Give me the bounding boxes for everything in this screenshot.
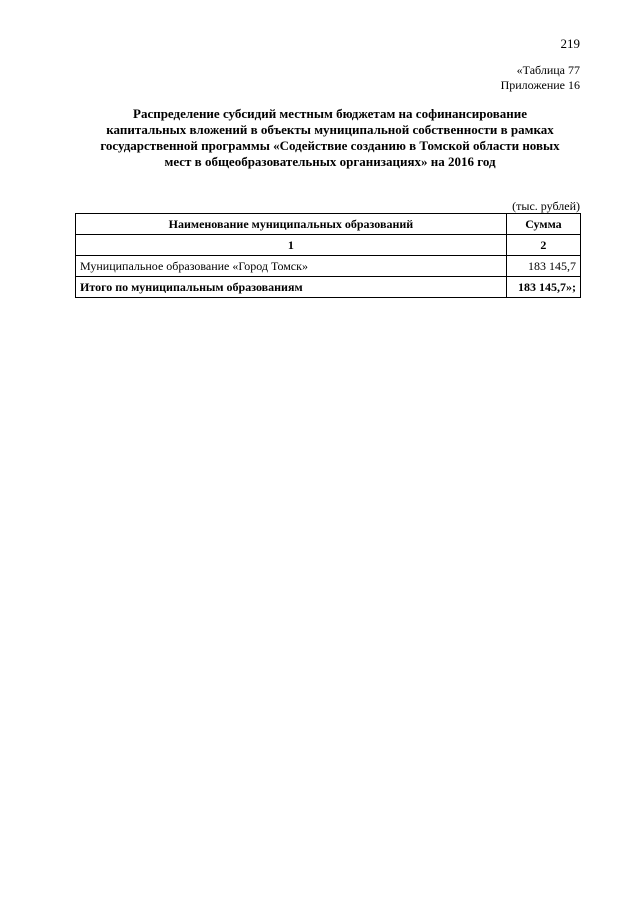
page-number: 219 bbox=[560, 36, 580, 51]
document-title: Распределение субсидий местным бюджетам на софинансирование капитальных вложений в объекты муниципальной собственности в рамках государственной программы «Содействие созданию в Томской области новых мест в общеобразовательных организациях» на 2016 год bbox=[100, 106, 560, 169]
table-reference: «Таблица 77 bbox=[516, 63, 580, 77]
header-municipality: Наименование муниципальных образований bbox=[76, 214, 507, 235]
column-number-2: 2 bbox=[506, 235, 580, 256]
table-row bbox=[76, 256, 581, 277]
unit-note: (тыс. рублей) bbox=[512, 199, 580, 213]
total-sum: 183 145,7»; bbox=[506, 277, 580, 298]
column-number-1: 1 bbox=[76, 235, 507, 256]
appendix-reference bbox=[501, 63, 580, 93]
total-label: Итого по муниципальным образованиям bbox=[76, 277, 507, 298]
total-row bbox=[76, 277, 581, 298]
row-sum: 183 145,7 bbox=[506, 256, 580, 277]
row-municipality-name: Муниципальное образование «Город Томск» bbox=[76, 256, 507, 277]
header-sum: Сумма bbox=[506, 214, 580, 235]
column-number-row bbox=[76, 235, 581, 256]
subsidy-table bbox=[75, 213, 581, 298]
table-header-row bbox=[76, 214, 581, 235]
appendix-reference-label: Приложение 16 bbox=[500, 78, 580, 92]
